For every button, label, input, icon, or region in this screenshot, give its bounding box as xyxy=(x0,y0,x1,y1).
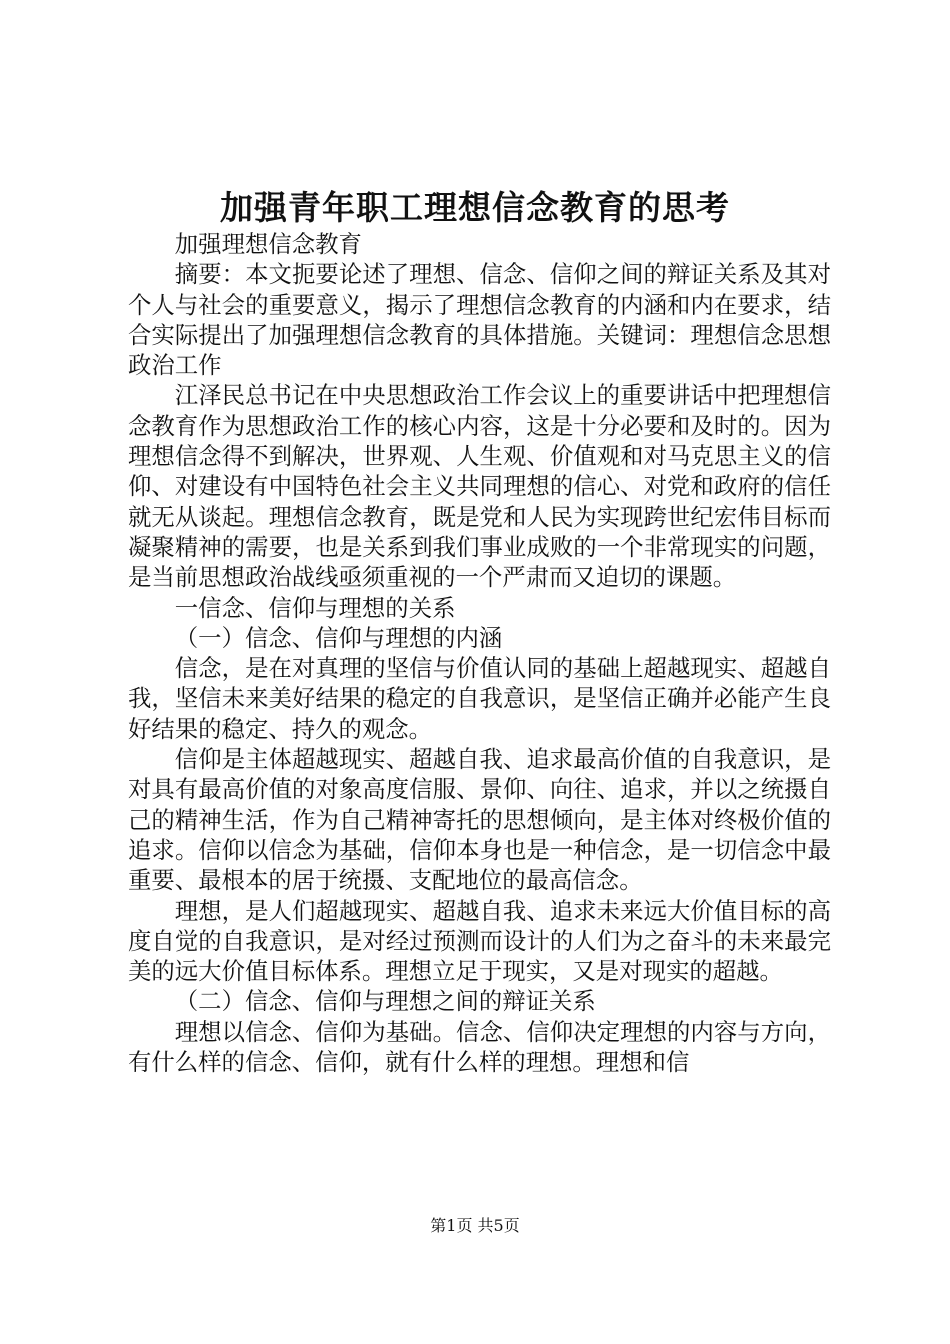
paragraph-intro: 江泽民总书记在中央思想政治工作会议上的重要讲话中把理想信念教育作为思想政治工作的核心内容，这是十分必要和及时的。因为理想信念得不到解决，世界观、人生观、价值观和对马克思主义的信仰、对建设有中国特色社会主义共同理想的信心、对党和政府的信任就无从谈起。理想信念教育，既是党和人民为实现跨世纪宏伟目标而凝聚精神的需要，也是关系到我们事业成败的一个非常现实的问题，是当前思想政治战线亟须重视的一个严肃而又迫切的课题。 xyxy=(128,381,831,592)
paragraph-subtitle: 加强理想信念教育 xyxy=(174,230,362,258)
section-heading-1: 一信念、信仰与理想的关系 xyxy=(174,593,456,622)
subsection-heading-2: （二）信念、信仰与理想之间的辩证关系 xyxy=(174,987,596,1016)
subsection-heading-1: （一）信念、信仰与理想的内涵 xyxy=(174,623,503,652)
paragraph-abstract: 摘要：本文扼要论述了理想、信念、信仰之间的辩证关系及其对个人与社会的重要意义，揭示了理想信念教育的内涵和内在要求，结合实际提出了加强理想信念教育的具体措施。关键词：理想信念思想政治工作 xyxy=(128,260,831,380)
paragraph-faith: 信仰是主体超越现实、超越自我、追求最高价值的自我意识，是对具有最高价值的对象高度信服、景仰、向往、追求，并以之统摄自己的精神生活，作为自己精神寄托的思想倾向，是主体对终极价值的追求。信仰以信念为基础，信仰本身也是一种信念，是一切信念中最重要、最根本的居于统摄、支配地位的最高信念。 xyxy=(128,745,831,895)
paragraph-belief: 信念，是在对真理的坚信与价值认同的基础上超越现实、超越自我，坚信未来美好结果的稳定的自我意识，是坚信正确并必能产生良好结果的稳定、持久的观念。 xyxy=(128,654,831,743)
document-title: 加强青年职工理想信念教育的思考 xyxy=(220,188,730,227)
paragraph-ideal: 理想，是人们超越现实、超越自我、追求未来远大价值目标的高度自觉的自我意识，是对经过预测而设计的人们为之奋斗的未来最完美的远大价值目标体系。理想立足于现实，又是对现实的超越。 xyxy=(128,896,831,986)
document-body xyxy=(128,229,831,1077)
paragraph-dialectic: 理想以信念、信仰为基础。信念、信仰决定理想的内容与方向，有什么样的信念、信仰，就有什么样的理想。理想和信 xyxy=(128,1017,831,1077)
page-footer: 第1页 共5页 xyxy=(430,1216,520,1235)
